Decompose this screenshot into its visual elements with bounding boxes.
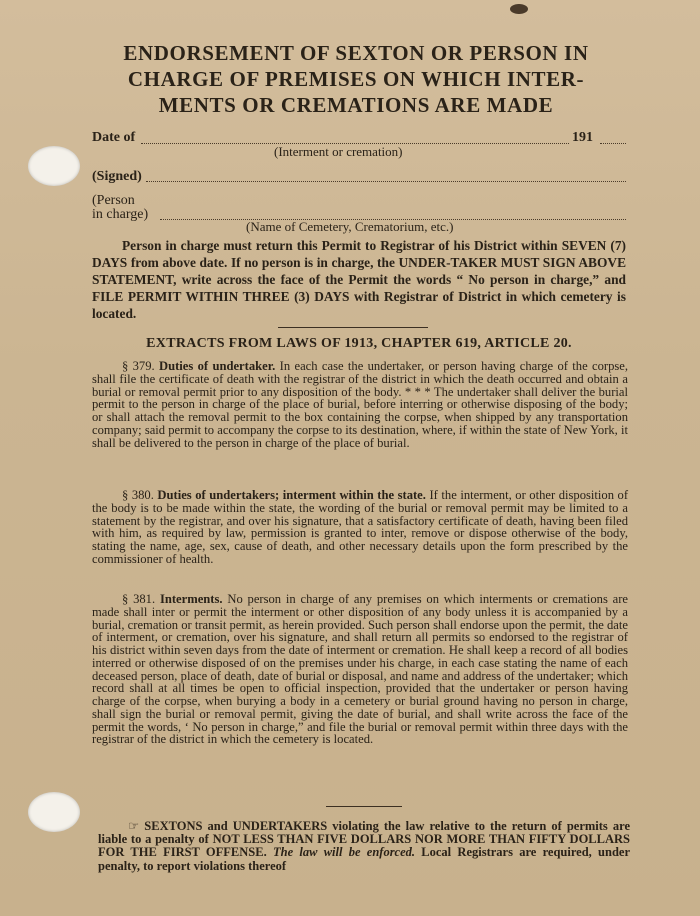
title-line-2: CHARGE OF PREMISES ON WHICH INTER-: [127, 67, 585, 91]
year-suffix: 191: [572, 130, 593, 145]
document-title: [70, 40, 642, 118]
section-380: § 380. Duties of undertakers; interment within the state. If the interment, or other disposition of the body is to be made within the state, the wording of the burial or removal permit may be limited to a statement by the registrar, and over his signature, that a satisfactory certificate of death, having been filed with him, as required by law, permission is granted to inter, remove or dispose otherwise of the body, stating the name, age, sex, cause of death, and other necessary details upon the form prescribed by the commissioner of health.: [92, 488, 629, 566]
signed-label: (Signed): [92, 169, 142, 184]
divider-bottom: [326, 806, 402, 807]
punch-hole-bottom: [28, 792, 80, 832]
date-caption: (Interment or cremation): [274, 144, 403, 159]
extracts-heading: EXTRACTS FROM LAWS OF 1913, CHAPTER 619, ARTICLE 20.: [146, 336, 572, 351]
divider-top: [278, 327, 428, 328]
penalty-notice: ☞ SEXTONS and UNDERTAKERS violating the law relative to the return of permits are liable to a penalty of NOT LESS THAN FIVE DOLLARS NOR MORE THAN FIFTY DOLLARS FOR THE FIRST OFFENSE. The law will be enforced. Local Registrars are required, under penalty, to report violations thereof: [98, 819, 631, 873]
pointing-hand-icon: ☞: [128, 819, 140, 833]
punch-hole-top: [28, 146, 80, 186]
cemetery-caption: (Name of Cemetery, Crematorium, etc.): [246, 219, 454, 234]
title-line-3: MENTS OR CREMATIONS ARE MADE: [158, 93, 554, 117]
ink-stain: [510, 4, 528, 14]
person-label-1: (Person: [92, 193, 135, 208]
year-field[interactable]: [600, 143, 626, 144]
section-381: § 381. Interments. No person in charge of any premises on which interments or cremations are made shall inter or permit the interment or other disposition of any body unless it is accompanied by a burial, cremation or transit permit, as herein provided. Such person shall endorse upon the permit, the date of interment, or cremation, over his signature, and shall return all permits so endorsed to the registrar of his district within seven days from the date of interment or cremation. He shall keep a record of all bodies interred or otherwise disposed of on the premises under his charge, in each case stating the name of each deceased person, place of death, date of burial or disposal, and name and address of the undertaker; which record shall at all times be open to official inspection, provided that the undertaker or person having charge of the corpse, when burying a body in a cemetery or burial ground having no person in charge, shall sign the burial or removal permit, giving the date of burial, and shall write across the face of the permit the words, ‘ No person in charge,” and file the burial or removal permit within three days with the registrar of the district in which the cemetery is located.: [92, 592, 629, 747]
section-379: § 379. Duties of undertaker. In each case the undertaker, or person having charge of the corpse, shall file the certificate of death with the registrar of the district in which the death occurred and obtain a burial or removal permit prior to any disposition of the body. * * * The undertaker shall deliver the burial permit to the person in charge of the place of burial, before interring or otherwise disposing of the body; or shall attach the removal permit to the box containing the corpse, when shipped by any transportation company; said permit to accompany the corpse to its destination, where, if within the state of New York, it shall be delivered to the person in charge of the place of burial.: [92, 359, 629, 450]
signature-field[interactable]: [146, 181, 626, 182]
title-line-1: ENDORSEMENT OF SEXTON OR PERSON IN: [123, 41, 589, 65]
person-label-2: in charge): [92, 207, 149, 222]
date-label: Date of: [92, 130, 136, 145]
instructions-paragraph: Person in charge must return this Permit to Registrar of his District within SEVEN (7) DAYS from above date. If no person is in charge, the UNDER-TAKER MUST SIGN ABOVE STATEMENT, write across the face of the Permit the words “ No person in charge,” and FILE PERMIT WITHIN THREE (3) DAYS with Registrar of District in which cemetery is located.: [92, 238, 627, 321]
